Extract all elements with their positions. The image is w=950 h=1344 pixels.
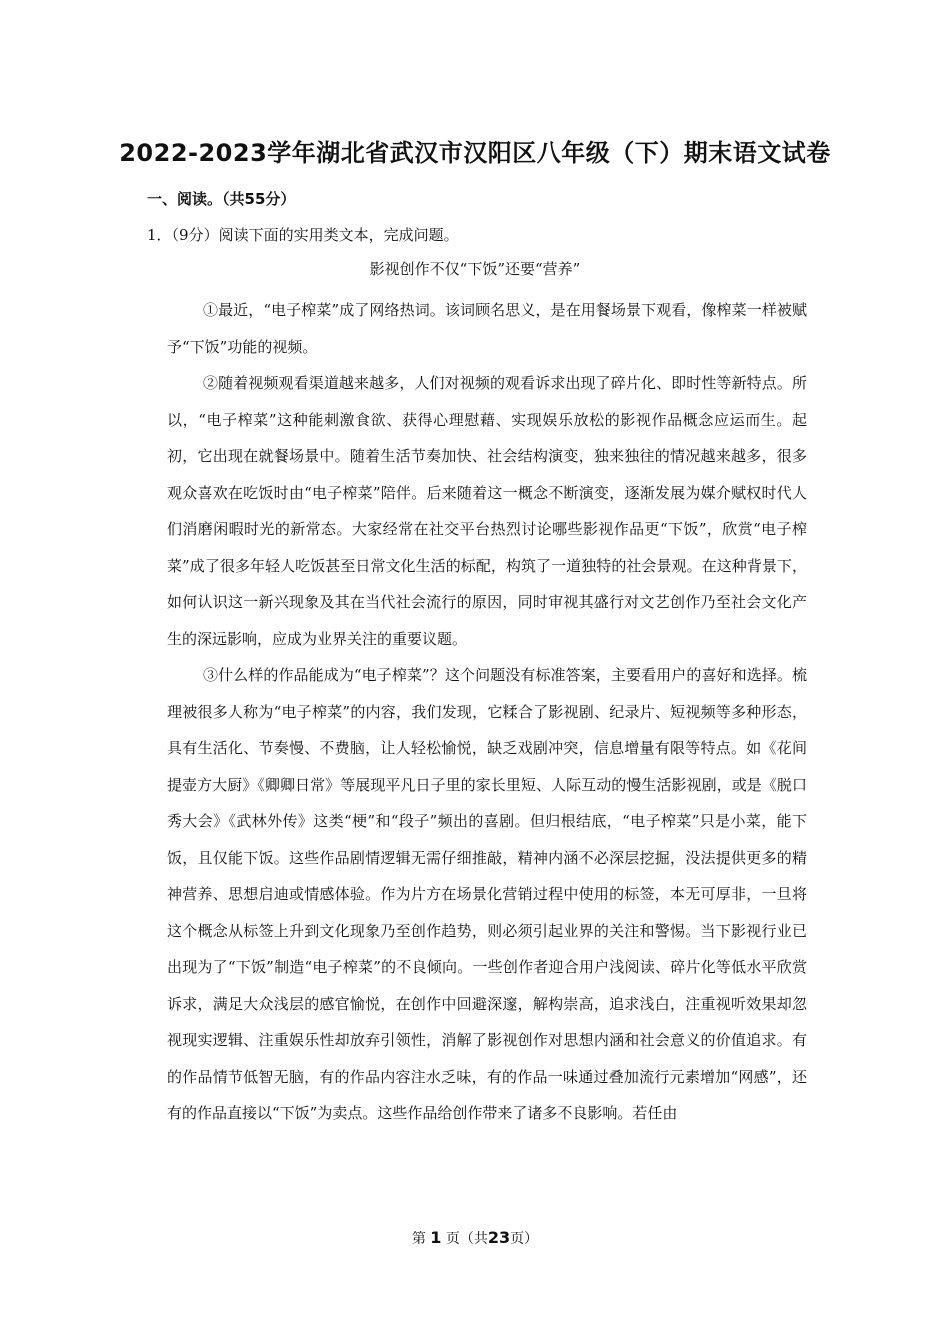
section-heading: 一、阅读。（共55分） (147, 190, 296, 208)
footer-prefix: 第 (411, 1231, 426, 1247)
footer-suffix: 页） (510, 1231, 539, 1247)
article-body (167, 292, 807, 1132)
paragraph-2: ②随着视频观看渠道越来越多，人们对视频的观看诉求出现了碎片化、即时性等新特点。所以，“电子榨菜”这种能刺激食欲、获得心理慰藉、实现娱乐放松的影视作品概念应运而生。起初，它出现在就餐场景中。随着生活节奏加快、社会结构演变，独来独往的情况越来越多，很多观众喜欢在吃饭时由“电子榨菜”陪伴。后来随着这一概念不断演变，逐渐发展为媒介赋权时代人们消磨闲暇时光的新常态。大家经常在社交平台热烈讨论哪些影视作品更“下饭”，欣赏“电子榨菜”成了很多年轻人吃饭甚至日常文化生活的标配，构筑了一道独特的社会景观。在这种背景下，如何认识这一新兴现象及其在当代社会流行的原因，同时审视其盛行对文艺创作乃至社会文化产生的深远影响，应成为业界关注的重要议题。 (167, 374, 807, 648)
total-pages: 23 (487, 1228, 511, 1247)
question-prompt: 1．（9分）阅读下面的实用类文本，完成问题。 (147, 226, 459, 244)
page-footer (0, 1228, 950, 1248)
footer-mid: 页（共 (445, 1231, 488, 1247)
article-title: 影视创作不仅“下饭”还要“营养” (369, 260, 581, 278)
paragraph-3: ③什么样的作品能成为“电子榨菜”？这个问题没有标准答案，主要看用户的喜好和选择。梳理被很多人称为“电子榨菜”的内容，我们发现，它糅合了影视剧、纪录片、短视频等多种形态，具有生活化、节奏慢、不费脑，让人轻松愉悦，缺乏戏剧冲突，信息增量有限等特点。如《花间提壶方大厨》《卿卿日常》等展现平凡日子里的家长里短、人际互动的慢生活影视剧，或是《脱口秀大会》《武林外传》这类“梗”和“段子”频出的喜剧。但归根结底，“电子榨菜”只是小菜，能下饭，且仅能下饭。这些作品剧情逻辑无需仔细推敲，精神内涵不必深层挖掘，没法提供更多的精神营养、思想启迪或情感体验。作为片方在场景化营销过程中使用的标签，本无可厚非，一旦将这个概念从标签上升到文化现象乃至创作趋势，则必须引起业界的关注和警惕。当下影视行业已出现为了“下饭”制造“电子榨菜”的不良倾向。一些创作者迎合用户浅阅读、碎片化等低水平欣赏诉求，满足大众浅层的感官愉悦，在创作中回避深邃，解构崇高，追求浅白，注重视听效果却忽视现实逻辑、注重娱乐性却放弃引领性，消解了影视创作对思想内涵和社会意义的价值追求。有的作品情节低智无脑，有的作品内容注水乏味，有的作品一味通过叠加流行元素增加“网感”，还有的作品直接以“下饭”为卖点。这些作品给创作带来了诸多不良影响。若任由 (167, 666, 807, 1122)
page-number: 1 (430, 1228, 442, 1247)
paragraph-1: ①最近，“电子榨菜”成了网络热词。该词顾名思义，是在用餐场景下观看，像榨菜一样被赋予“下饭”功能的视频。 (167, 301, 807, 356)
exam-title: 2022-2023学年湖北省武汉市汉阳区八年级（下）期末语文试卷 (119, 139, 831, 167)
